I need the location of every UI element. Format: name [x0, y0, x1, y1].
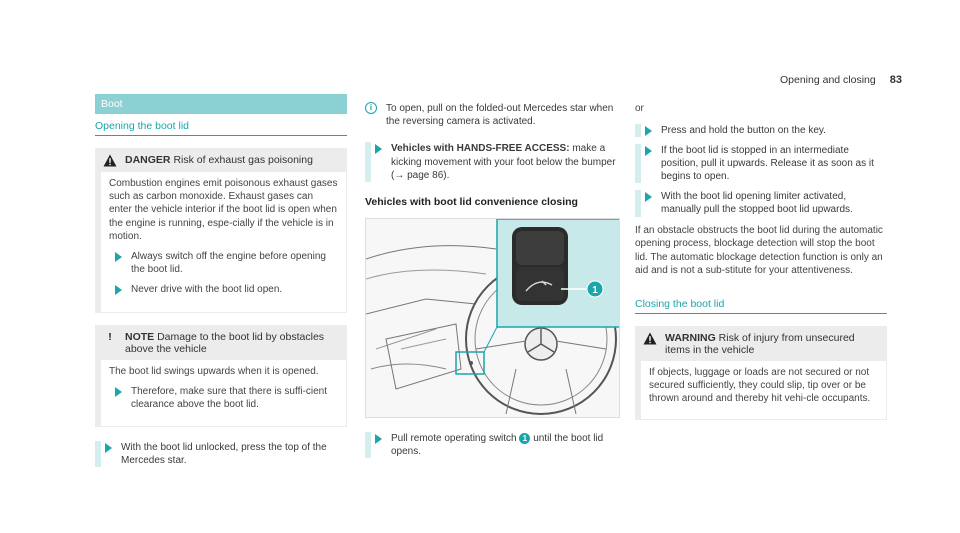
or-text: or — [635, 103, 644, 114]
boot-switch-illustration — [365, 218, 620, 418]
note-step — [109, 385, 338, 411]
note-label: NOTE — [125, 330, 155, 343]
danger-head — [95, 148, 347, 172]
danger-step-text: Always switch off the engine before opening the boot lid. — [131, 250, 326, 276]
step-press-star — [95, 441, 347, 467]
step-handsfree — [365, 142, 620, 182]
step-intermediate-text: If the boot lid is stopped in an intermediate position, pull it upwards. Release it as soon as it begins to open. — [661, 144, 874, 183]
warning-triangle-icon — [103, 154, 117, 167]
pull-switch-text-b: until the boot lid opens. — [391, 432, 604, 458]
column-middle — [365, 102, 620, 465]
step-limiter-text: With the boot lid opening limiter activated, manually pull the stopped boot lid upwards. — [661, 191, 853, 216]
danger-step-text: Never drive with the boot lid open. — [131, 284, 283, 296]
column-right — [635, 102, 887, 420]
info-note — [365, 102, 620, 128]
warning-box — [635, 326, 887, 421]
subsection-title-closing: Closing the boot lid — [635, 294, 887, 314]
step-arrow-icon — [645, 146, 652, 156]
convenience-heading: Vehicles with boot lid convenience closing — [365, 195, 578, 208]
step-arrow-icon — [645, 192, 652, 202]
page-header — [780, 74, 902, 86]
step-press-key-text: Press and hold the button on the key. — [661, 124, 826, 136]
warning-text: If objects, luggage or loads are not secured or not secured sufficiently, they could slip, tip over or be thrown around and thereby hit vehi-cle occupants. — [649, 366, 871, 404]
step-arrow-icon — [375, 434, 382, 444]
column-left — [95, 94, 347, 474]
note-title: Damage to the boot lid by obstacles above the vehicle — [125, 330, 325, 355]
danger-step — [109, 250, 338, 276]
obstacle-paragraph: If an obstacle obstructs the boot lid during the automatic opening process, blockage detection will stop the boot lid. The automatic blockage detection function is only an aid and is not a sub-stitute for your attentiveness. — [635, 224, 883, 277]
warning-triangle-icon — [643, 332, 657, 345]
danger-text: Combustion engines emit poisonous exhaust gases such as carbon monoxide. Exhaust gases can enter the vehicle interior if the boot lid is open when the engine is running, espe-cially if the vehicle is in motion. — [109, 178, 338, 242]
step-arrow-icon — [105, 443, 112, 453]
handsfree-label: Vehicles with HANDS-FREE ACCESS: — [391, 143, 570, 155]
page-section-title: Opening and closing — [780, 74, 876, 86]
step-press-star-text: With the boot lid unlocked, press the top of the Mercedes star. — [121, 442, 327, 467]
warning-head — [635, 326, 887, 361]
subsection-title-opening: Opening the boot lid — [95, 116, 347, 136]
step-arrow-icon — [115, 252, 122, 262]
warning-label: WARNING — [665, 331, 716, 344]
page-number: 83 — [889, 74, 902, 86]
danger-body — [95, 172, 347, 313]
note-step-text: Therefore, make sure that there is suffi-cient clearance above the boot lid. — [131, 385, 328, 410]
info-text: To open, pull on the folded-out Mercedes star when the reversing camera is activated. — [386, 103, 614, 128]
handsfree-text: make a kicking movement with your foot below the bumper (→ page 86). — [391, 143, 616, 181]
danger-label: DANGER — [125, 154, 171, 166]
section-bar-boot: Boot — [95, 94, 347, 114]
dashboard-drawing — [366, 219, 620, 418]
danger-box — [95, 148, 347, 313]
step-press-key — [635, 124, 887, 137]
note-body — [95, 360, 347, 428]
warning-body — [635, 361, 887, 421]
pull-switch-text-a: Pull remote operating switch — [391, 432, 517, 444]
exclamation-icon: ! — [108, 330, 112, 343]
step-arrow-icon — [115, 285, 122, 295]
note-text: The boot lid swings upwards when it is opened. — [109, 365, 319, 377]
danger-title: Risk of exhaust gas poisoning — [173, 154, 313, 166]
step-intermediate — [635, 144, 887, 184]
warning-title: Risk of injury from unsecured items in the vehicle — [665, 331, 855, 356]
info-icon: i — [365, 102, 377, 114]
danger-step — [109, 283, 338, 296]
callout-1: 1 — [592, 284, 598, 296]
step-pull-switch — [365, 432, 620, 458]
step-arrow-icon — [645, 126, 652, 136]
step-arrow-icon — [375, 144, 382, 154]
step-limiter — [635, 190, 887, 216]
note-head — [95, 325, 347, 360]
callout-1-inline: 1 — [519, 433, 530, 444]
step-arrow-icon — [115, 387, 122, 397]
note-box — [95, 325, 347, 428]
